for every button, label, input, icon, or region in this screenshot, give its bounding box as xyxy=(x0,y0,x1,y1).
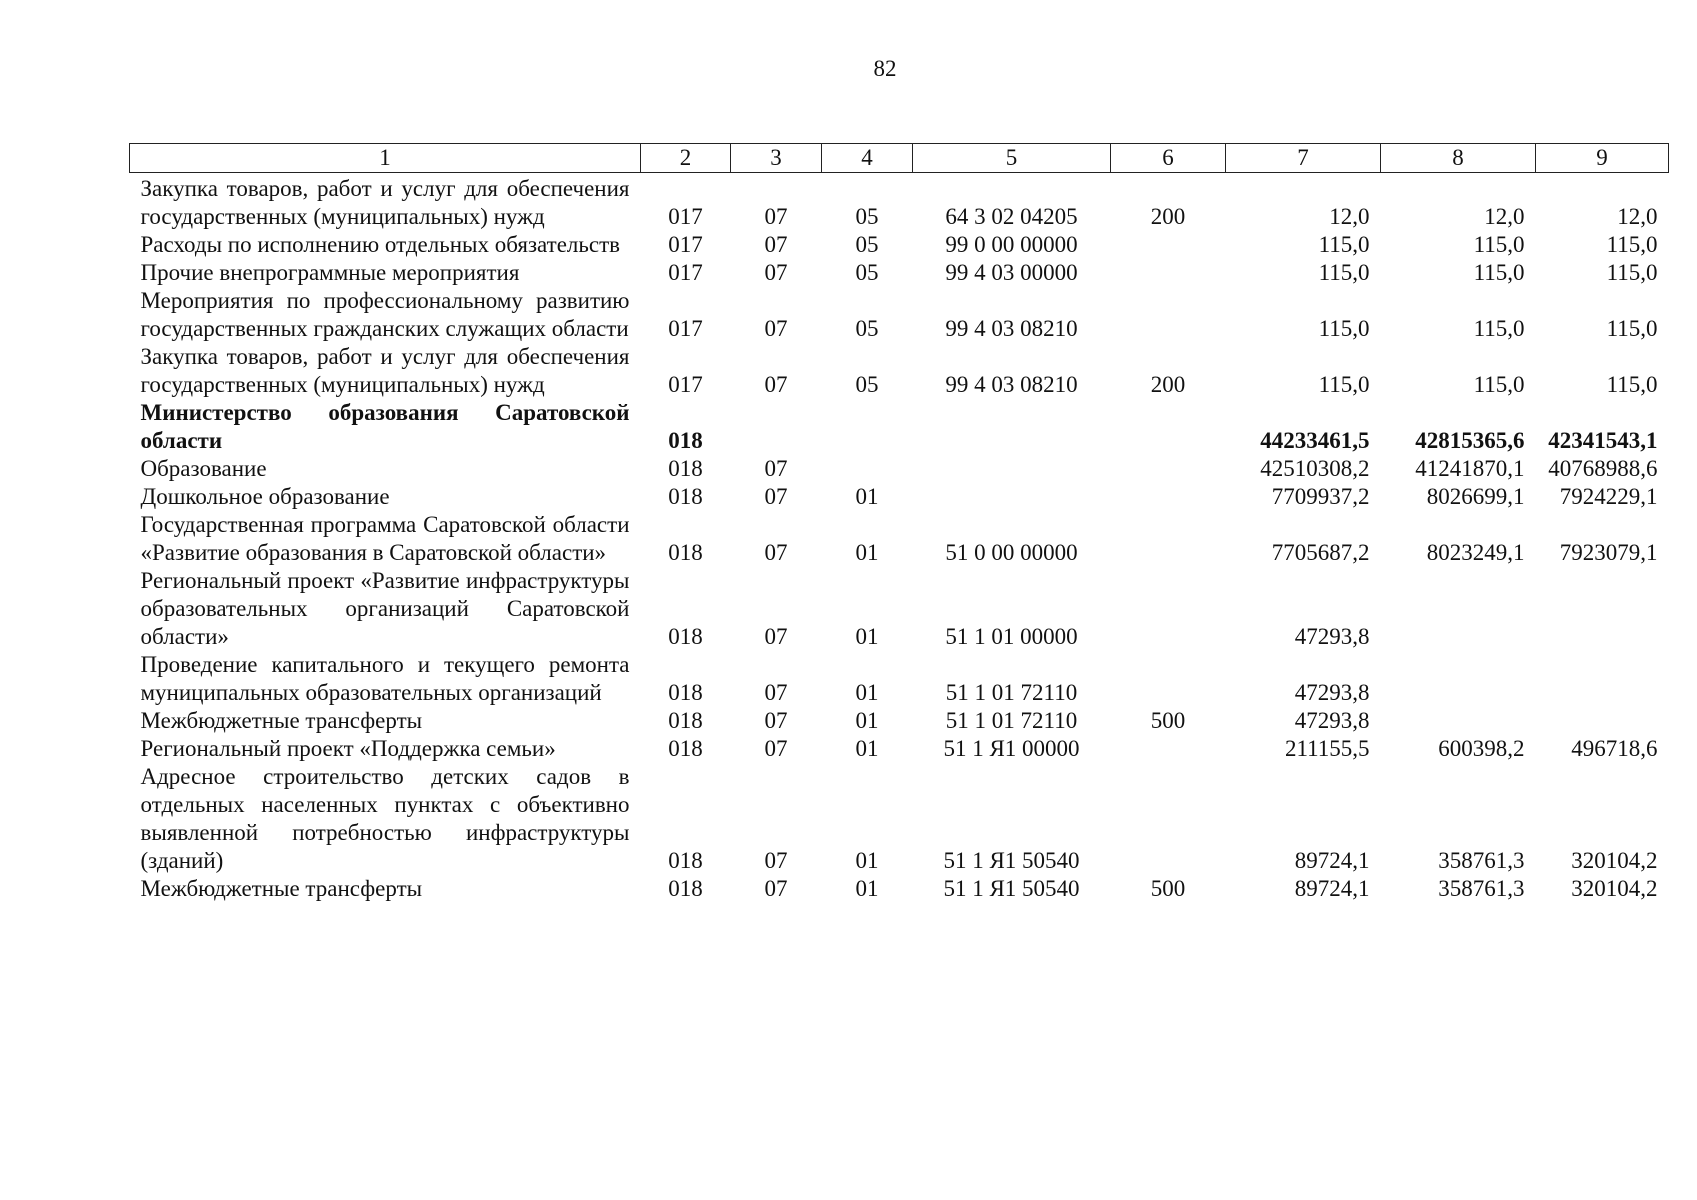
amount-col-8: 41241870,1 xyxy=(1415,456,1525,481)
ministry-code: 018 xyxy=(668,848,703,873)
section-code: 07 xyxy=(764,372,788,397)
row-name: Расходы по исполнению отдельных обязательств xyxy=(140,232,620,257)
amount-col-9: 115,0 xyxy=(1606,260,1658,285)
subsection-code: 05 xyxy=(855,232,879,257)
target-article-code: 99 4 03 08210 xyxy=(945,316,1078,341)
section-code: 07 xyxy=(764,260,788,285)
table-body xyxy=(130,173,1669,904)
amount-col-8 xyxy=(1381,651,1536,707)
section-code: 07 xyxy=(764,456,788,481)
expense-type-code xyxy=(1111,763,1226,875)
amount-col-7: 211155,5 xyxy=(1284,736,1370,761)
column-header-9: 9 xyxy=(1536,144,1669,173)
table-row xyxy=(130,343,1669,399)
expense-type-code xyxy=(1111,567,1226,651)
target-article-code: 51 1 Я1 00000 xyxy=(943,736,1080,761)
target-article-code xyxy=(913,399,1111,455)
table-row xyxy=(130,651,1669,707)
subsection-code xyxy=(822,455,913,483)
amount-col-9: 115,0 xyxy=(1606,316,1658,341)
amount-col-8: 358761,3 xyxy=(1438,876,1525,901)
amount-col-9: 7923079,1 xyxy=(1559,540,1658,565)
amount-col-7: 89724,1 xyxy=(1294,876,1370,901)
expense-type-code: 500 xyxy=(1150,876,1186,901)
column-header-6: 6 xyxy=(1111,144,1226,173)
amount-col-8: 12,0 xyxy=(1484,204,1525,229)
table-row xyxy=(130,511,1669,567)
budget-table xyxy=(129,143,1669,903)
subsection-code: 01 xyxy=(855,708,879,733)
ministry-code: 018 xyxy=(668,484,703,509)
amount-col-8: 8023249,1 xyxy=(1426,540,1525,565)
amount-col-7: 42510308,2 xyxy=(1260,456,1370,481)
table-row xyxy=(130,259,1669,287)
amount-col-7: 12,0 xyxy=(1329,204,1370,229)
expense-type-code xyxy=(1111,651,1226,707)
amount-col-8 xyxy=(1381,707,1536,735)
ministry-code: 018 xyxy=(668,540,703,565)
amount-col-9: 42341543,1 xyxy=(1548,428,1658,453)
target-article-code: 99 0 00 00000 xyxy=(945,232,1078,257)
amount-col-9: 40768988,6 xyxy=(1548,456,1658,481)
target-article-code: 51 0 00 00000 xyxy=(945,540,1078,565)
amount-col-7: 115,0 xyxy=(1318,316,1370,341)
ministry-code: 018 xyxy=(668,736,703,761)
amount-col-7: 47293,8 xyxy=(1294,708,1370,733)
column-header-2: 2 xyxy=(641,144,731,173)
subsection-code: 01 xyxy=(855,736,879,761)
amount-col-9 xyxy=(1536,567,1669,651)
row-name: Закупка товаров, работ и услуг для обеспечения государственных (муниципальных) нужд xyxy=(140,344,630,397)
target-article-code: 51 1 Я1 50540 xyxy=(943,848,1080,873)
expense-type-code xyxy=(1111,455,1226,483)
amount-col-7: 89724,1 xyxy=(1294,848,1370,873)
table-row xyxy=(130,483,1669,511)
ministry-code: 018 xyxy=(668,876,703,901)
table-row xyxy=(130,173,1669,232)
section-code: 07 xyxy=(764,736,788,761)
ministry-code: 017 xyxy=(668,260,703,285)
row-name: Образование xyxy=(140,456,267,481)
target-article-code: 51 1 Я1 50540 xyxy=(943,876,1080,901)
amount-col-9: 12,0 xyxy=(1617,204,1658,229)
amount-col-8: 115,0 xyxy=(1473,260,1525,285)
row-name: Государственная программа Саратовской области «Развитие образования в Саратовской области» xyxy=(140,512,630,565)
amount-col-7: 115,0 xyxy=(1318,372,1370,397)
table-row xyxy=(130,567,1669,651)
section-code: 07 xyxy=(764,680,788,705)
expense-type-code xyxy=(1111,735,1226,763)
table-row xyxy=(130,399,1669,455)
target-article-code: 99 4 03 08210 xyxy=(945,372,1078,397)
subsection-code: 01 xyxy=(855,624,879,649)
ministry-code: 017 xyxy=(668,316,703,341)
amount-col-7: 47293,8 xyxy=(1294,624,1370,649)
header-row xyxy=(130,144,1669,173)
subsection-code: 05 xyxy=(855,260,879,285)
expense-type-code xyxy=(1111,483,1226,511)
row-name: Дошкольное образование xyxy=(140,484,390,509)
ministry-code: 018 xyxy=(668,428,703,453)
column-header-8: 8 xyxy=(1381,144,1536,173)
amount-col-9 xyxy=(1536,651,1669,707)
subsection-code xyxy=(822,399,913,455)
section-code: 07 xyxy=(764,624,788,649)
expense-type-code xyxy=(1111,231,1226,259)
expense-type-code: 200 xyxy=(1150,372,1186,397)
subsection-code: 01 xyxy=(855,484,879,509)
expense-type-code xyxy=(1111,399,1226,455)
section-code: 07 xyxy=(764,204,788,229)
ministry-code: 017 xyxy=(668,372,703,397)
column-header-7: 7 xyxy=(1226,144,1381,173)
subsection-code: 01 xyxy=(855,540,879,565)
target-article-code: 51 1 01 72110 xyxy=(945,708,1078,733)
ministry-code: 018 xyxy=(668,624,703,649)
row-name: Адресное строительство детских садов в отдельных населенных пунктах с объективно выявленной потребностью инфраструктуры (зданий) xyxy=(140,764,630,873)
target-article-code xyxy=(913,483,1111,511)
target-article-code: 51 1 01 72110 xyxy=(945,680,1078,705)
table-row xyxy=(130,735,1669,763)
table-row xyxy=(130,875,1669,903)
section-code xyxy=(731,399,822,455)
amount-col-8 xyxy=(1381,567,1536,651)
table-row xyxy=(130,287,1669,343)
table-row xyxy=(130,231,1669,259)
amount-col-9: 320104,2 xyxy=(1571,876,1658,901)
ministry-code: 018 xyxy=(668,680,703,705)
amount-col-7: 44233461,5 xyxy=(1260,428,1370,453)
amount-col-7: 7705687,2 xyxy=(1271,540,1370,565)
amount-col-8: 8026699,1 xyxy=(1426,484,1525,509)
row-name: Проведение капитального и текущего ремонта муниципальных образовательных организаций xyxy=(140,652,630,705)
ministry-code: 018 xyxy=(668,708,703,733)
expense-type-code xyxy=(1111,511,1226,567)
section-code: 07 xyxy=(764,708,788,733)
amount-col-7: 115,0 xyxy=(1318,232,1370,257)
column-header-5: 5 xyxy=(913,144,1111,173)
section-code: 07 xyxy=(764,316,788,341)
ministry-code: 017 xyxy=(668,204,703,229)
row-name: Министерство образования Саратовской области xyxy=(140,400,630,453)
expense-type-code xyxy=(1111,287,1226,343)
row-name: Региональный проект «Развитие инфраструктуры образовательных организаций Саратовской области» xyxy=(140,568,630,649)
expense-type-code: 500 xyxy=(1150,708,1186,733)
column-header-4: 4 xyxy=(822,144,913,173)
row-name: Межбюджетные трансферты xyxy=(140,708,423,733)
target-article-code: 64 3 02 04205 xyxy=(945,204,1078,229)
subsection-code: 05 xyxy=(855,204,879,229)
target-article-code: 99 4 03 00000 xyxy=(945,260,1078,285)
amount-col-7: 115,0 xyxy=(1318,260,1370,285)
table-row xyxy=(130,763,1669,875)
table-row xyxy=(130,707,1669,735)
table-row xyxy=(130,455,1669,483)
expense-type-code xyxy=(1111,259,1226,287)
section-code: 07 xyxy=(764,540,788,565)
expense-type-code: 200 xyxy=(1150,204,1186,229)
row-name: Закупка товаров, работ и услуг для обеспечения государственных (муниципальных) нужд xyxy=(140,176,630,229)
section-code: 07 xyxy=(764,484,788,509)
ministry-code: 018 xyxy=(668,456,703,481)
subsection-code: 01 xyxy=(855,680,879,705)
amount-col-9: 7924229,1 xyxy=(1559,484,1658,509)
column-header-3: 3 xyxy=(731,144,822,173)
page-number: 82 xyxy=(873,56,897,81)
amount-col-9: 115,0 xyxy=(1606,232,1658,257)
amount-col-8: 115,0 xyxy=(1473,232,1525,257)
amount-col-8: 115,0 xyxy=(1473,316,1525,341)
column-header-1: 1 xyxy=(130,144,641,173)
row-name: Межбюджетные трансферты xyxy=(140,876,423,901)
section-code: 07 xyxy=(764,876,788,901)
subsection-code: 05 xyxy=(855,316,879,341)
amount-col-8: 115,0 xyxy=(1473,372,1525,397)
amount-col-7: 7709937,2 xyxy=(1271,484,1370,509)
amount-col-8: 358761,3 xyxy=(1438,848,1525,873)
amount-col-9: 115,0 xyxy=(1606,372,1658,397)
target-article-code: 51 1 01 00000 xyxy=(945,624,1078,649)
subsection-code: 01 xyxy=(855,876,879,901)
amount-col-7: 47293,8 xyxy=(1294,680,1370,705)
amount-col-8: 42815365,6 xyxy=(1415,428,1525,453)
amount-col-9: 496718,6 xyxy=(1571,736,1658,761)
section-code: 07 xyxy=(764,232,788,257)
subsection-code: 05 xyxy=(855,372,879,397)
subsection-code: 01 xyxy=(855,848,879,873)
target-article-code xyxy=(913,455,1111,483)
section-code: 07 xyxy=(764,848,788,873)
ministry-code: 017 xyxy=(668,232,703,257)
amount-col-9 xyxy=(1536,707,1669,735)
amount-col-8: 600398,2 xyxy=(1438,736,1525,761)
row-name: Региональный проект «Поддержка семьи» xyxy=(140,736,556,761)
row-name: Мероприятия по профессиональному развитию государственных гражданских служащих области xyxy=(140,288,630,341)
row-name: Прочие внепрограммные мероприятия xyxy=(140,260,520,285)
amount-col-9: 320104,2 xyxy=(1571,848,1658,873)
